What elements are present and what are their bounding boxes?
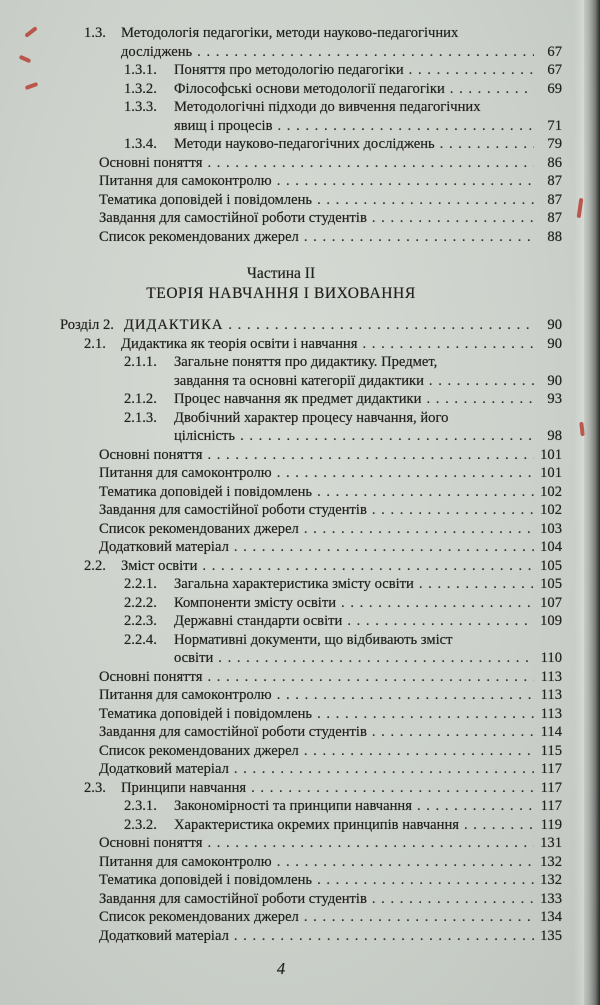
toc-entry-title: Загальне поняття про дидактику. Предмет, (174, 354, 438, 370)
toc-entry-title: Поняття про методологію педагогіки (174, 62, 404, 78)
toc-entry (0, 760, 562, 779)
dotted-leader (341, 594, 534, 613)
toc-entry-page: 114 (540, 724, 562, 740)
toc-entry (0, 538, 562, 557)
toc-entry-page: 93 (547, 391, 562, 407)
toc-entry (0, 191, 562, 210)
toc-entry (0, 557, 562, 576)
toc-entry (0, 24, 562, 43)
page-edge-shadow (584, 0, 600, 1005)
toc-entry-page: 105 (540, 576, 562, 592)
toc-entry-number: 2.3.1. (124, 798, 157, 814)
toc-entry-page: 102 (540, 483, 562, 500)
toc-entry-title: цілісність (174, 428, 236, 444)
toc-entry-number: 2.1.2. (124, 391, 157, 407)
toc-entry-page: 102 (540, 502, 562, 518)
toc-entry (0, 575, 562, 594)
toc-entry-number: 1.3. (84, 25, 106, 41)
toc-entry-number: 1.3.3. (124, 99, 157, 115)
toc-entry-page: 71 (547, 117, 562, 134)
toc-entry (0, 649, 562, 668)
toc-entry (0, 612, 562, 631)
toc-entry (0, 117, 562, 136)
toc-entry (0, 723, 562, 742)
toc-entry (0, 705, 562, 724)
toc-entry-title: Питання для самоконтролю (99, 687, 272, 703)
dotted-leader (202, 557, 534, 576)
toc-entry-page: 98 (547, 428, 562, 444)
part-number: Частина II (246, 265, 316, 282)
toc-entry-number: 1.3.1. (124, 62, 157, 78)
toc-entry-page: 113 (540, 687, 562, 703)
toc-entry-page: 67 (547, 62, 562, 78)
toc-entry (0, 172, 562, 191)
toc-entry (0, 686, 562, 705)
toc-entry-title: Завдання для самостійної роботи студентів (99, 210, 367, 226)
toc-entry-title: Тематика доповідей і повідомлень (99, 705, 313, 722)
dotted-leader (234, 760, 534, 779)
toc-entry (0, 209, 562, 228)
dotted-leader (429, 372, 534, 391)
toc-entry (0, 890, 562, 909)
toc-entry-page: 87 (547, 173, 562, 189)
toc-entry (0, 135, 562, 154)
toc-entry-page: 134 (540, 909, 562, 925)
toc-entry-title: Нормативні документи, що відбивають зміст (174, 631, 453, 648)
toc-entry-title: явищ і процесів (174, 117, 273, 134)
toc-entry (0, 834, 562, 853)
toc-entry-number: 2.1.1. (124, 354, 157, 370)
toc-entry-page: 101 (540, 465, 562, 481)
dotted-leader (426, 390, 534, 409)
toc-entry-number: 2.3. (84, 779, 106, 796)
dotted-leader (218, 649, 534, 668)
toc-section-bottom (0, 316, 562, 945)
toc-entry-page: 104 (540, 539, 562, 555)
toc-entry-title: Додатковий матеріал (99, 539, 229, 555)
toc-entry (0, 779, 562, 798)
toc-entry-title: Питання для самоконтролю (99, 465, 272, 481)
toc-entry (0, 483, 562, 502)
toc-entry (0, 520, 562, 539)
toc-entry-page: 135 (540, 927, 562, 944)
toc-entry (0, 871, 562, 890)
toc-entry-page: 79 (547, 136, 562, 152)
dotted-leader (304, 742, 534, 761)
toc-section-top (0, 24, 562, 246)
toc-entry-title: Список рекомендованих джерел (99, 520, 299, 537)
toc-entry-title: Тематика доповідей і повідомлень (99, 483, 313, 500)
toc-entry-title: Тематика доповідей і повідомлень (99, 191, 313, 208)
page-edge-highlight (574, 0, 584, 1005)
toc-entry-title: Філософські основи методології педагогіки (174, 80, 445, 97)
dotted-leader (409, 61, 534, 80)
dotted-leader (362, 335, 534, 354)
toc-entry-page: 131 (540, 835, 562, 851)
toc-entry-page: 117 (540, 798, 562, 814)
toc-entry-page: 110 (540, 650, 562, 666)
toc-entry-page: 90 (547, 317, 562, 333)
dotted-leader (317, 871, 534, 890)
dotted-leader (304, 228, 534, 247)
toc-entry (0, 390, 562, 409)
toc-entry-title: досліджень (121, 43, 193, 60)
toc-entry-title: Дидактика як теорія освіти і навчання (121, 335, 358, 352)
toc-entry (0, 464, 562, 483)
toc-entry-title: Загальна характеристика змісту освіти (174, 576, 414, 592)
toc-entry-page: 86 (547, 154, 562, 171)
red-pen-mark (577, 198, 584, 218)
toc-entry-page: 88 (547, 228, 562, 245)
dotted-leader (251, 779, 534, 798)
toc-entry-page: 109 (540, 613, 562, 629)
toc-entry-title: ДИДАКТИКА (123, 317, 224, 333)
toc-entry-number: 2.3.2. (124, 816, 157, 833)
toc-entry-number: 2.2.1. (124, 576, 157, 592)
dotted-leader (207, 668, 534, 687)
toc-entry-title: Завдання для самостійної роботи студентів (99, 724, 367, 740)
toc-entry-title: Основні поняття (99, 446, 203, 463)
toc-entry (0, 427, 562, 446)
dotted-leader (317, 483, 534, 502)
toc-entry (0, 61, 562, 80)
toc-entry-title: Методи науково-педагогічних досліджень (174, 136, 435, 152)
toc-entry-page: 90 (547, 372, 562, 389)
toc-entry (0, 43, 562, 62)
toc-entry-number: 1.3.4. (124, 136, 157, 152)
toc-entry-page: 87 (547, 191, 562, 208)
toc-entry-number: 2.2.3. (124, 613, 157, 629)
red-pen-mark (579, 422, 584, 436)
toc-entry-title: Процес навчання як предмет дидактики (174, 391, 422, 407)
toc-entry-title: Основні поняття (99, 835, 203, 851)
toc-entry (0, 80, 562, 99)
toc-entry-page: 133 (540, 890, 562, 907)
toc-entry-title: Додатковий матеріал (99, 761, 229, 777)
toc-entry-number: 2.1. (84, 335, 106, 352)
toc-entry-title: Список рекомендованих джерел (99, 228, 299, 245)
toc-entry (0, 353, 562, 372)
toc-entry (0, 631, 562, 650)
toc-entry-title: Державні стандарти освіти (174, 613, 343, 629)
dotted-leader (372, 209, 534, 228)
toc-entry-number: 1.3.2. (124, 80, 157, 97)
toc-entry-number: 2.2. (84, 557, 106, 574)
toc-entry-title: Додатковий матеріал (99, 927, 229, 944)
dotted-leader (372, 890, 534, 909)
dotted-leader (464, 816, 534, 835)
toc-entry (0, 927, 562, 946)
toc-entry-title: Методологічні підходи до вивчення педагогічних (174, 99, 481, 115)
toc-entry (0, 853, 562, 872)
dotted-leader (372, 501, 534, 520)
toc-entry-title: Методологія педагогіки, методи науково-педагогічних (121, 25, 459, 41)
toc-entry-title: Закономірності та принципи навчання (174, 798, 412, 814)
dotted-leader (207, 154, 534, 173)
toc-entry-title: Тематика доповідей і повідомлень (99, 872, 313, 888)
dotted-leader (197, 43, 534, 62)
dotted-leader (277, 117, 534, 136)
toc-entry-number: Розділ 2. (60, 317, 114, 333)
toc-entry (0, 335, 562, 354)
toc-entry (0, 816, 562, 835)
toc-entry-number: 2.2.2. (124, 594, 157, 611)
dotted-leader (277, 172, 534, 191)
toc-entry (0, 594, 562, 613)
dotted-leader (419, 575, 534, 594)
dotted-leader (277, 464, 534, 483)
toc-entry-title: Двобічний характер процесу навчання, його (174, 409, 449, 426)
dotted-leader (304, 908, 534, 927)
toc-entry-title: Основні поняття (99, 668, 203, 685)
toc-entry-page: 103 (540, 520, 562, 537)
toc-entry (0, 154, 562, 173)
toc-entry-title: Принципи навчання (121, 779, 247, 796)
dotted-leader (277, 686, 534, 705)
toc-entry-title: Питання для самоконтролю (99, 173, 272, 189)
toc-entry (0, 797, 562, 816)
toc-entry-page: 117 (540, 761, 562, 777)
dotted-leader (317, 705, 534, 724)
dotted-leader (228, 316, 534, 335)
toc-entry (0, 316, 562, 335)
toc-entry (0, 98, 562, 117)
toc-entry-page: 113 (540, 668, 562, 685)
toc-entry-page: 67 (547, 43, 562, 60)
toc-entry-page: 69 (547, 80, 562, 97)
toc-entry (0, 501, 562, 520)
dotted-leader (207, 834, 534, 853)
dotted-leader (207, 446, 534, 465)
toc-entry (0, 446, 562, 465)
dotted-leader (440, 135, 534, 154)
dotted-leader (234, 927, 534, 946)
toc-entry-title: Основні поняття (99, 154, 203, 171)
toc-entry-title: освіти (174, 650, 214, 666)
toc-entry-page: 107 (540, 594, 562, 611)
dotted-leader (277, 853, 534, 872)
toc-entry-page: 113 (540, 705, 562, 722)
dotted-leader (347, 612, 534, 631)
toc-entry-number: 2.2.4. (124, 631, 157, 648)
toc-entry (0, 372, 562, 391)
toc-entry-title: завдання та основні категорії дидактики (174, 372, 424, 389)
toc-entry (0, 742, 562, 761)
part-title: ТЕОРІЯ НАВЧАННЯ І ВИХОВАННЯ (146, 285, 416, 302)
toc-entry-page: 132 (540, 872, 562, 888)
dotted-leader (304, 520, 534, 539)
toc-entry-title: Список рекомендованих джерел (99, 742, 299, 759)
toc-entry (0, 908, 562, 927)
toc-entry-page: 119 (540, 816, 562, 833)
dotted-leader (372, 723, 534, 742)
dotted-leader (240, 427, 534, 446)
toc-entry-page: 105 (540, 557, 562, 574)
toc-entry-number: 2.1.3. (124, 409, 157, 426)
toc-entry-page: 115 (540, 742, 562, 759)
toc-entry-page: 117 (540, 779, 562, 796)
toc-entry-title: Зміст освіти (121, 557, 198, 574)
toc-entry (0, 409, 562, 428)
toc-entry (0, 668, 562, 687)
part-heading (0, 264, 562, 304)
toc-entry-page: 132 (540, 853, 562, 870)
toc-entry-title: Питання для самоконтролю (99, 853, 272, 870)
toc-entry-page: 87 (547, 210, 562, 226)
dotted-leader (317, 191, 534, 210)
toc-entry-page: 90 (547, 335, 562, 352)
toc-entry-title: Компоненти змісту освіти (174, 594, 337, 611)
toc-entry-title: Завдання для самостійної роботи студентів (99, 890, 367, 907)
toc-entry-title: Список рекомендованих джерел (99, 909, 299, 925)
page-number: 4 (276, 959, 286, 978)
toc-entry-title: Характеристика окремих принципів навчання (174, 816, 459, 833)
toc-entry-page: 101 (540, 446, 562, 463)
dotted-leader (417, 797, 534, 816)
dotted-leader (234, 538, 534, 557)
toc-entry-title: Завдання для самостійної роботи студентів (99, 502, 367, 518)
dotted-leader (450, 80, 534, 99)
toc-entry (0, 228, 562, 247)
